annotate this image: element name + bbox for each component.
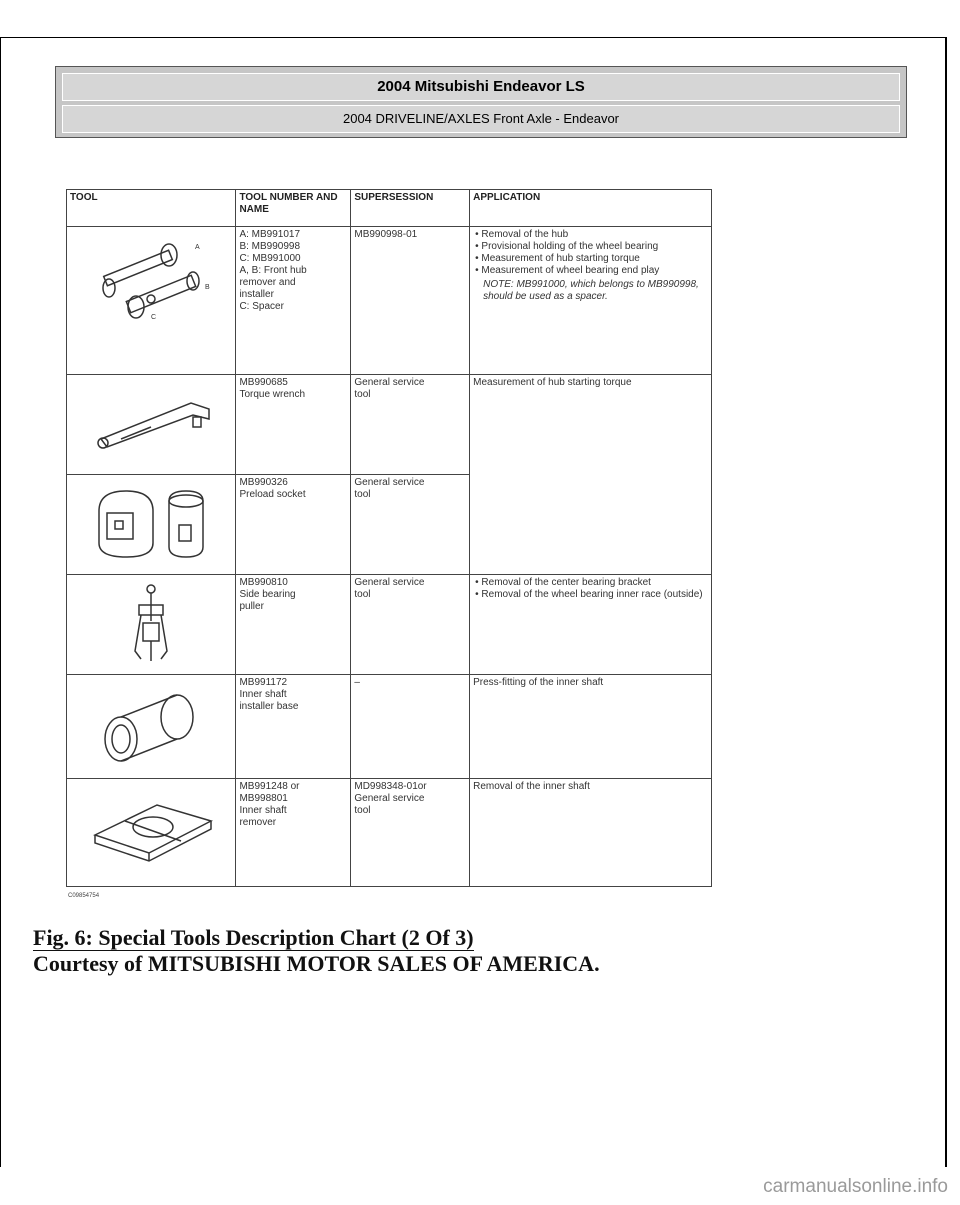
supersession-line: General service: [354, 793, 425, 804]
special-tools-table: [66, 189, 712, 887]
application-cell: [470, 227, 712, 375]
table-row: [67, 575, 712, 675]
document-subtitle: 2004 DRIVELINE/AXLES Front Axle - Endeavor: [62, 105, 900, 133]
application-bullet-text: Measurement of wheel bearing end play: [481, 265, 660, 276]
tool-name-line: puller: [239, 601, 264, 612]
tool-number-line: B: MB990998: [239, 241, 301, 252]
application-note: NOTE: MB991000, which belongs to MB990998, should be used as a spacer.: [483, 279, 699, 302]
page-frame-top: [0, 37, 945, 38]
supersession-cell: [351, 375, 470, 475]
tool-name-line: installer: [239, 289, 274, 300]
tool-number-line: A: MB991017: [239, 229, 301, 240]
tool-number-line: MB991248 or: [239, 781, 300, 792]
tool-number-cell: [236, 475, 351, 575]
figure-id: C09854754: [68, 893, 100, 899]
supersession-line: tool: [354, 589, 371, 600]
tool-image-cell: [67, 475, 236, 575]
column-header-tool: TOOL: [67, 190, 236, 227]
supersession-line: –: [354, 677, 360, 688]
tool-image-cell: [67, 375, 236, 475]
tool-image-cell: [67, 575, 236, 675]
application-bullet: • Provisional holding of the wheel bearing: [475, 241, 659, 252]
tool-name-line: Inner shaft: [239, 805, 287, 816]
tool-number-line: C: MB991000: [239, 253, 301, 264]
supersession-cell: [351, 675, 470, 779]
hub-remover-installer-icon: [81, 233, 221, 323]
application-cell: [470, 575, 712, 675]
application-cell: [470, 375, 712, 575]
tool-number-line: MB990326: [239, 477, 288, 488]
supersession-line: General service: [354, 477, 425, 488]
tool-image-cell: [67, 675, 236, 779]
tool-number-line: MB991172: [239, 677, 288, 688]
preload-socket-icon: [81, 481, 221, 561]
application-bullet: • Removal of the center bearing bracket: [475, 577, 651, 588]
inner-shaft-remover-icon: [81, 785, 221, 870]
tool-name-line: C: Spacer: [239, 301, 284, 312]
tool-number-line: MB990810: [239, 577, 288, 588]
document-title: 2004 Mitsubishi Endeavor LS: [62, 73, 900, 101]
supersession-line: MB990998-01: [354, 229, 418, 240]
application-bullet: • Measurement of hub starting torque: [475, 253, 640, 264]
application-cell: [470, 779, 712, 887]
supersession-line: tool: [354, 489, 371, 500]
application-bullet: • Removal of the hub: [475, 229, 569, 240]
supersession-line: tool: [354, 805, 371, 816]
svg-text:A: A: [195, 244, 200, 251]
table-row: [67, 675, 712, 779]
application-text: Press-fitting of the inner shaft: [473, 677, 604, 688]
column-header-application: APPLICATION: [470, 190, 712, 227]
tool-number-cell: [236, 575, 351, 675]
tool-number-line: MB990685: [239, 377, 288, 388]
application-text: Measurement of hub starting torque: [473, 377, 632, 388]
column-header-tool-number: [236, 190, 351, 227]
table-row: [67, 375, 712, 475]
tool-image-cell: [67, 227, 236, 375]
supersession-line: tool: [354, 389, 371, 400]
side-bearing-puller-icon: [81, 581, 221, 666]
svg-text:B: B: [205, 284, 210, 291]
tool-number-cell: [236, 227, 351, 375]
application-bullet-text: Removal of the center bearing bracket: [481, 577, 651, 588]
tool-number-line: MB998801: [239, 793, 288, 804]
caption-title: Fig. 6: Special Tools Description Chart (2 Of 3): [33, 925, 474, 950]
supersession-line: General service: [354, 577, 425, 588]
watermark-text: carmanualsonline.info: [763, 1176, 948, 1197]
tool-number-cell: [236, 375, 351, 475]
supersession-cell: [351, 475, 470, 575]
tool-name-line: remover: [239, 817, 277, 828]
table-row: [67, 779, 712, 887]
supersession-cell: [351, 575, 470, 675]
application-text: Removal of the inner shaft: [473, 781, 590, 792]
tool-name-line: Inner shaft: [239, 689, 287, 700]
application-bullet-text: Measurement of hub starting torque: [481, 253, 640, 264]
tool-name-line: remover and: [239, 277, 296, 288]
supersession-line: MD998348-01or: [354, 781, 427, 792]
application-bullet: • Measurement of wheel bearing end play: [475, 265, 660, 276]
application-bullet-text: Removal of the hub: [481, 229, 569, 240]
caption-credit: Courtesy of MITSUBISHI MOTOR SALES OF AMERICA.: [33, 951, 600, 976]
inner-shaft-installer-base-icon: [81, 681, 221, 766]
column-header-tool-number-label: TOOL NUMBER AND NAME: [239, 192, 338, 215]
tool-number-cell: [236, 779, 351, 887]
supersession-line: General service: [354, 377, 425, 388]
tool-name-line: A, B: Front hub: [239, 265, 307, 276]
svg-text:C: C: [151, 314, 157, 321]
table-header-row: [67, 190, 712, 227]
page-frame-left: [0, 37, 1, 1167]
figure-caption: [33, 925, 600, 976]
application-bullet-text: Removal of the wheel bearing inner race (outside): [481, 589, 703, 600]
tool-name-line: Side bearing: [239, 589, 296, 600]
page-frame-right: [945, 37, 947, 1167]
tool-name-line: Preload socket: [239, 489, 306, 500]
special-tools-figure: [66, 189, 712, 887]
application-cell: [470, 675, 712, 779]
column-header-supersession: SUPERSESSION: [351, 190, 470, 227]
supersession-cell: [351, 227, 470, 375]
tool-name-line: Torque wrench: [239, 389, 306, 400]
tool-image-cell: [67, 779, 236, 887]
table-row: [67, 227, 712, 375]
application-bullet: • Removal of the wheel bearing inner race (outside): [475, 589, 703, 600]
torque-wrench-icon: [81, 381, 221, 461]
supersession-cell: [351, 779, 470, 887]
application-bullet-text: Provisional holding of the wheel bearing: [481, 241, 659, 252]
tool-number-cell: [236, 675, 351, 779]
document-header: [55, 66, 907, 138]
tool-name-line: installer base: [239, 701, 299, 712]
